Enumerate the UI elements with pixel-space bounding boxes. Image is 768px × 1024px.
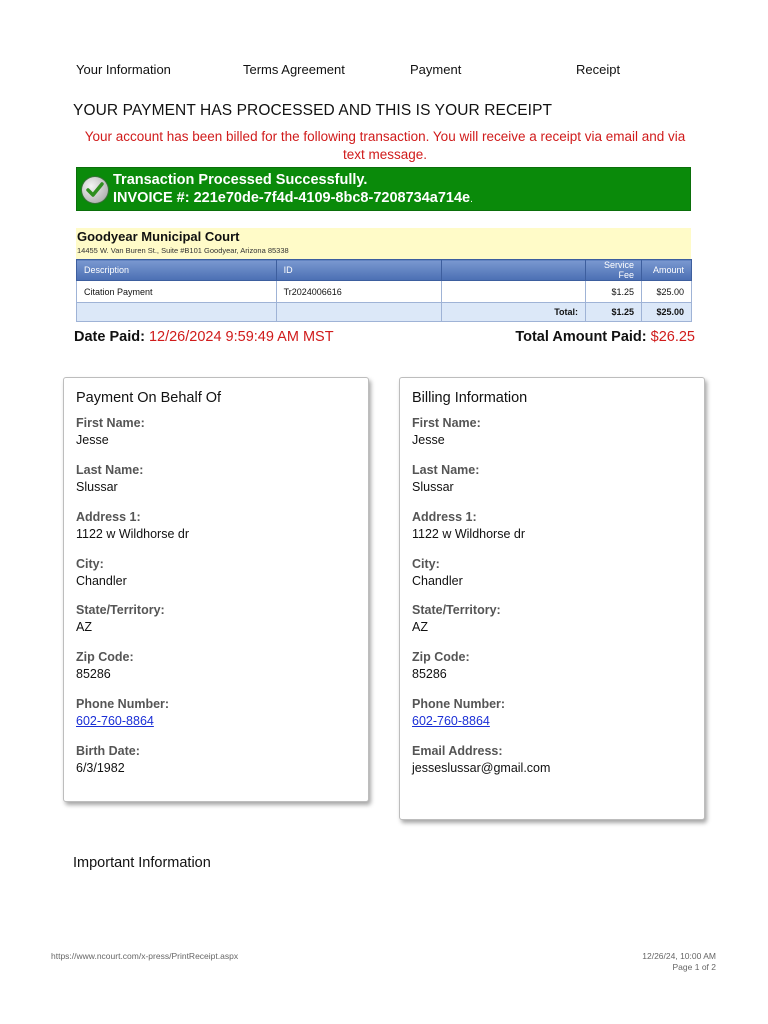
billing-title: Billing Information: [412, 390, 528, 406]
behalf-last-name: Last Name: Slussar: [76, 463, 144, 494]
cell-description: Citation Payment: [77, 281, 277, 303]
col-blank: [442, 260, 586, 281]
behalf-first-name: First Name: Jesse: [76, 416, 145, 447]
total-label: Total:: [442, 303, 586, 322]
checkmark-icon: [82, 177, 108, 203]
billing-first-name: First Name: Jesse: [412, 416, 481, 447]
total-amount-paid: Total Amount Paid: $26.25: [515, 329, 695, 345]
footer-datetime: 12/26/24, 10:00 AM: [642, 951, 716, 961]
billing-zip: Zip Code: 85286: [412, 650, 470, 681]
behalf-card: [63, 377, 369, 802]
billing-state: State/Territory: AZ: [412, 603, 501, 634]
behalf-city: City: Chandler: [76, 557, 127, 588]
court-header: [76, 228, 691, 259]
behalf-phone-link[interactable]: 602-760-8864: [76, 714, 154, 728]
col-id: ID: [276, 260, 442, 281]
billing-last-name: Last Name: Slussar: [412, 463, 480, 494]
cell-id: Tr2024006616: [276, 281, 442, 303]
total-service-fee: $1.25: [586, 303, 642, 322]
billing-address: Address 1: 1122 w Wildhorse dr: [412, 510, 526, 541]
transaction-table: [76, 259, 692, 322]
cell-amount: $25.00: [641, 281, 691, 303]
step-terms-agreement[interactable]: Terms Agreement: [243, 62, 345, 77]
footer-meta: [642, 951, 716, 973]
important-information-heading: Important Information: [73, 855, 211, 871]
billing-notice: Your account has been billed for the following transaction. You will receive a receipt via email and via text message.: [84, 129, 686, 162]
behalf-phone: Phone Number: 602-760-8864: [76, 697, 170, 728]
billing-phone: Phone Number: 602-760-8864: [412, 697, 506, 728]
billing-email: Email Address: jesseslussar@gmail.com: [412, 744, 551, 775]
billing-card: [399, 377, 705, 820]
total-row: [77, 303, 692, 322]
step-payment[interactable]: Payment: [410, 62, 462, 77]
success-banner: [76, 167, 691, 211]
cell-blank: [442, 281, 586, 303]
success-message: Transaction Processed Successfully.: [113, 172, 368, 188]
step-nav: [0, 62, 768, 80]
total-amount: $25.00: [641, 303, 691, 322]
invoice-number: INVOICE #: 221e70de-7f4d-4109-8bc8-7208734a714e.: [113, 190, 473, 206]
table-row: [77, 281, 692, 303]
col-service-fee: Service Fee: [586, 260, 642, 281]
col-amount: Amount: [641, 260, 691, 281]
step-receipt[interactable]: Receipt: [576, 62, 621, 77]
col-description: Description: [77, 260, 277, 281]
court-address: 14455 W. Van Buren St., Suite #B101 Goodyear, Arizona 85338: [77, 246, 289, 255]
date-paid: Date Paid: 12/26/2024 9:59:49 AM MST: [74, 329, 334, 345]
behalf-birth-date: Birth Date: 6/3/1982: [76, 744, 140, 775]
behalf-zip: Zip Code: 85286: [76, 650, 134, 681]
cell-service-fee: $1.25: [586, 281, 642, 303]
behalf-address: Address 1: 1122 w Wildhorse dr: [76, 510, 190, 541]
behalf-state: State/Territory: AZ: [76, 603, 165, 634]
table-header-row: [77, 260, 692, 281]
footer-url: https://www.ncourt.com/x-press/PrintReceipt.aspx: [51, 951, 239, 961]
court-name: Goodyear Municipal Court: [77, 229, 240, 244]
page-headline: YOUR PAYMENT HAS PROCESSED AND THIS IS YOUR RECEIPT: [73, 102, 553, 119]
step-your-information[interactable]: Your Information: [76, 62, 171, 77]
behalf-title: Payment On Behalf Of: [76, 390, 222, 406]
billing-city: City: Chandler: [412, 557, 463, 588]
billing-phone-link[interactable]: 602-760-8864: [412, 714, 490, 728]
footer-page: Page 1 of 2: [672, 962, 716, 972]
